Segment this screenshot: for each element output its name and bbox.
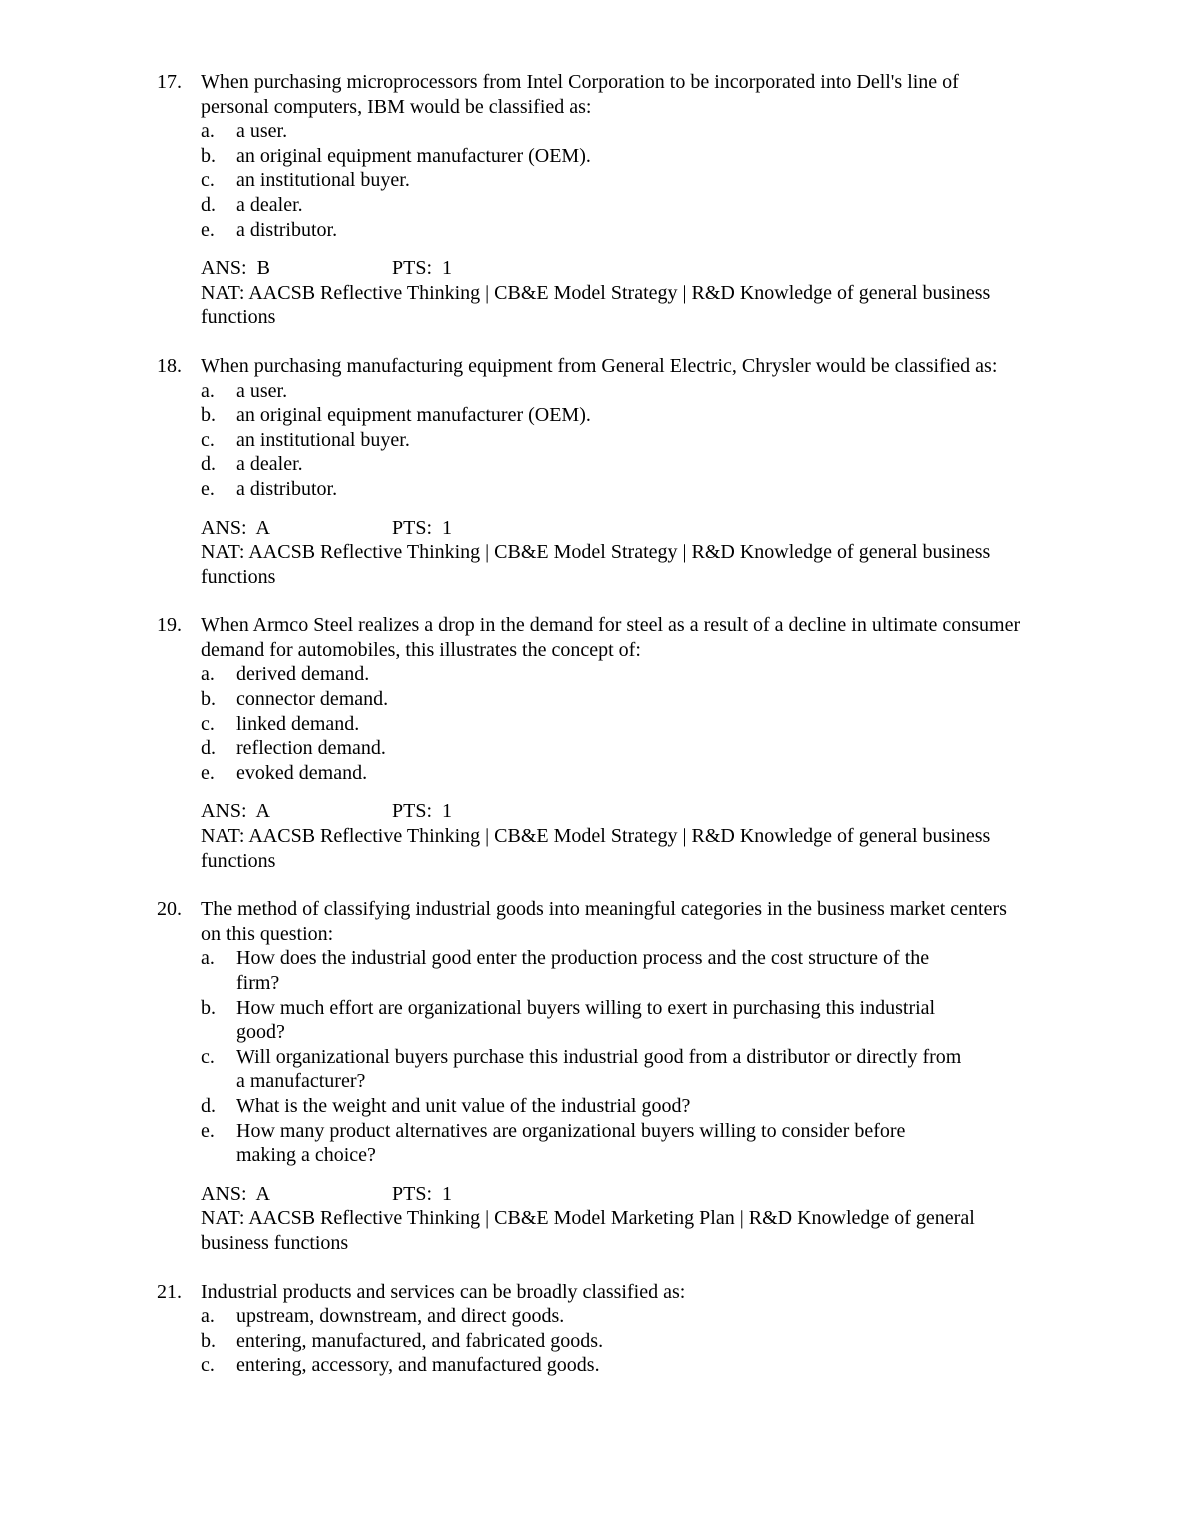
option-a [201, 946, 1190, 995]
option-text [236, 1329, 1190, 1354]
option-letter: a. [201, 947, 215, 970]
question-20 [0, 897, 1190, 1255]
option-line: an institutional buyer. [236, 169, 410, 192]
option-line: evoked demand. [236, 761, 368, 784]
nat-line: functions [201, 849, 276, 872]
option-letter: c. [201, 1045, 215, 1068]
nat-line: business functions [201, 1231, 349, 1254]
answer-key [201, 256, 1190, 330]
option-line: linked demand. [236, 712, 360, 735]
question-17 [0, 70, 1190, 330]
option-line: good? [236, 1021, 285, 1044]
option-text [236, 144, 1190, 169]
option-b [201, 403, 1190, 428]
option-b [201, 1329, 1190, 1354]
option-line: a dealer. [236, 453, 303, 476]
option-text [236, 736, 1190, 761]
option-line: entering, manufactured, and fabricated goods. [236, 1329, 604, 1352]
option-letter: a. [201, 663, 215, 686]
nat-line: NAT: AACSB Reflective Thinking | CB&E Model Strategy | R&D Knowledge of general business [201, 825, 991, 848]
answer-row [201, 1182, 1190, 1207]
option-text [236, 1304, 1190, 1329]
option-line: connector demand. [236, 688, 389, 711]
answer-key [201, 799, 1190, 873]
option-a [201, 662, 1190, 687]
answer-row [201, 256, 1190, 281]
nat-line: NAT: AACSB Reflective Thinking | CB&E Model Strategy | R&D Knowledge of general business [201, 541, 991, 564]
points-label: PTS: 1 [392, 800, 453, 823]
option-c [201, 1045, 1190, 1094]
option-a [201, 379, 1190, 404]
option-line: How many product alternatives are organizational buyers willing to consider before [236, 1119, 906, 1142]
answer-key [201, 516, 1190, 590]
answer-options [201, 379, 1190, 502]
question-19 [0, 613, 1190, 873]
option-b [201, 144, 1190, 169]
question-stem [201, 1280, 1190, 1305]
option-text [236, 712, 1190, 737]
question-18 [0, 354, 1190, 589]
option-a [201, 1304, 1190, 1329]
option-c [201, 712, 1190, 737]
question-stem [201, 70, 1190, 119]
option-line: an institutional buyer. [236, 428, 410, 451]
option-letter: b. [201, 688, 216, 711]
question-21 [0, 1280, 1190, 1378]
option-line: derived demand. [236, 663, 370, 686]
question-number: 19. [157, 614, 182, 637]
option-text [236, 996, 1190, 1045]
answer-label: ANS: A [201, 516, 270, 539]
stem-line: personal computers, IBM would be classified as: [201, 95, 592, 118]
option-text [236, 168, 1190, 193]
option-c [201, 428, 1190, 453]
option-letter: d. [201, 737, 216, 760]
option-letter: a. [201, 120, 215, 143]
question-number: 17. [157, 71, 182, 93]
answer-label: ANS: A [201, 800, 270, 823]
option-e [201, 477, 1190, 502]
option-text [236, 1094, 1190, 1119]
nat-line: NAT: AACSB Reflective Thinking | CB&E Model Strategy | R&D Knowledge of general business [201, 281, 991, 304]
answer-options [201, 946, 1190, 1167]
stem-line: When purchasing manufacturing equipment from General Electric, Chrysler would be classified as: [201, 354, 998, 377]
answer-key [201, 1182, 1190, 1256]
option-letter: a. [201, 1305, 215, 1328]
option-line: How much effort are organizational buyers willing to exert in purchasing this industrial [236, 996, 936, 1019]
option-letter: b. [201, 996, 216, 1019]
option-letter: a. [201, 379, 215, 402]
question-number: 18. [157, 354, 182, 377]
option-letter: c. [201, 712, 215, 735]
stem-line: Industrial products and services can be broadly classified as: [201, 1280, 686, 1303]
nat-line: NAT: AACSB Reflective Thinking | CB&E Model Marketing Plan | R&D Knowledge of general [201, 1207, 975, 1230]
stem-line: The method of classifying industrial goods into meaningful categories in the business market centers [201, 898, 1007, 921]
nat-line: functions [201, 306, 276, 329]
points-label: PTS: 1 [392, 1182, 453, 1205]
option-line: an original equipment manufacturer (OEM). [236, 404, 591, 427]
option-text [236, 403, 1190, 428]
option-line: making a choice? [236, 1144, 376, 1167]
option-text [236, 218, 1190, 243]
stem-line: When purchasing microprocessors from Intel Corporation to be incorporated into Dell's line of [201, 71, 959, 93]
option-text [236, 193, 1190, 218]
option-d [201, 1094, 1190, 1119]
option-line: a user. [236, 120, 288, 143]
answer-row [201, 516, 1190, 541]
option-b [201, 996, 1190, 1045]
option-line: firm? [236, 972, 280, 994]
option-letter: e. [201, 218, 215, 241]
option-line: What is the weight and unit value of the industrial good? [236, 1094, 691, 1117]
option-text [236, 946, 1190, 995]
option-letter: c. [201, 169, 215, 192]
option-letter: e. [201, 761, 215, 784]
option-text [236, 452, 1190, 477]
option-line: a distributor. [236, 218, 338, 241]
option-line: a distributor. [236, 477, 338, 500]
option-line: entering, accessory, and manufactured goods. [236, 1354, 600, 1377]
nat-line: functions [201, 565, 276, 588]
option-letter: e. [201, 477, 215, 500]
option-text [236, 119, 1190, 144]
option-text [236, 761, 1190, 786]
answer-label: ANS: A [201, 1182, 270, 1205]
option-d [201, 736, 1190, 761]
option-letter: e. [201, 1119, 215, 1142]
question-stem [201, 354, 1190, 379]
question-number: 20. [157, 898, 182, 921]
option-text [236, 428, 1190, 453]
option-line: a manufacturer? [236, 1070, 366, 1093]
option-e [201, 761, 1190, 786]
option-letter: d. [201, 193, 216, 216]
question-stem [201, 613, 1190, 662]
option-text [236, 477, 1190, 502]
answer-row [201, 799, 1190, 824]
option-letter: b. [201, 1329, 216, 1352]
option-line: a dealer. [236, 193, 303, 216]
answer-options [201, 1304, 1190, 1378]
option-letter: b. [201, 404, 216, 427]
option-text [236, 687, 1190, 712]
option-e [201, 218, 1190, 243]
option-line: Will organizational buyers purchase this industrial good from a distributor or directly from [236, 1045, 962, 1068]
option-c [201, 1353, 1190, 1378]
option-text [236, 1353, 1190, 1378]
question-number: 21. [157, 1280, 182, 1303]
option-a [201, 119, 1190, 144]
points-label: PTS: 1 [392, 257, 453, 280]
option-line: an original equipment manufacturer (OEM). [236, 144, 591, 167]
option-d [201, 452, 1190, 477]
option-e [201, 1119, 1190, 1168]
option-c [201, 168, 1190, 193]
option-line: How does the industrial good enter the production process and the cost structure of the [236, 947, 930, 970]
option-letter: c. [201, 1354, 215, 1377]
answer-options [201, 119, 1190, 242]
option-text [236, 1045, 1190, 1094]
option-text [236, 662, 1190, 687]
option-letter: b. [201, 144, 216, 167]
option-line: a user. [236, 379, 288, 402]
answer-options [201, 662, 1190, 785]
option-line: reflection demand. [236, 737, 386, 760]
stem-line: on this question: [201, 922, 334, 945]
answer-label: ANS: B [201, 257, 270, 280]
question-stem [201, 897, 1190, 946]
option-text [236, 379, 1190, 404]
stem-line: demand for automobiles, this illustrates the concept of: [201, 638, 641, 661]
option-letter: c. [201, 428, 215, 451]
stem-line: When Armco Steel realizes a drop in the demand for steel as a result of a decline in ultimate consumer [201, 614, 1021, 637]
option-line: upstream, downstream, and direct goods. [236, 1305, 565, 1328]
option-b [201, 687, 1190, 712]
points-label: PTS: 1 [392, 516, 453, 539]
option-letter: d. [201, 1094, 216, 1117]
option-letter: d. [201, 453, 216, 476]
option-text [236, 1119, 1190, 1168]
option-d [201, 193, 1190, 218]
